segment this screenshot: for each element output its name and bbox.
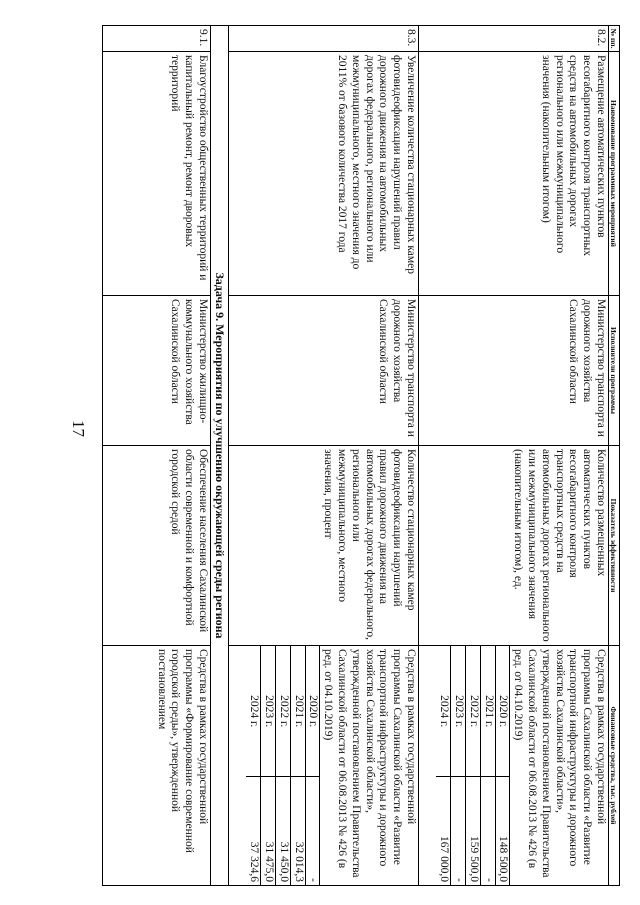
year-label: 2021 г. [481, 646, 495, 777]
finance-year-row [261, 646, 276, 885]
row-num: 9.1. [103, 26, 211, 52]
header-num: № пп. [609, 26, 620, 52]
measures-table [102, 25, 620, 886]
finance-year-row [481, 646, 496, 885]
row-finance: Средства в рамках государственной программы «Формирование современной городской среды», утвержденной постановлением [103, 646, 211, 886]
header-indicator: Показатель эффективности [609, 446, 620, 646]
rotated-table-page [102, 25, 620, 885]
year-value: 31 450,0 [277, 841, 290, 882]
year-value: - [453, 878, 466, 882]
year-value: - [307, 878, 320, 882]
finance-source: Средства в рамках государственной программы Сахалинской области «Развитие транспортной инфраструктуры и дорожного хозяйства Сахалинской области», утвержденной постановлением Правительства Сахалинской области от 06.08.2013 № 426 (в ред. от 04.10.2019) [322, 649, 417, 878]
table-row [103, 26, 211, 886]
row-finance [229, 646, 419, 886]
year-value: 37 324,6 [248, 841, 261, 882]
year-value: 32 014,3 [292, 841, 305, 882]
year-label: 2020 г. [306, 646, 320, 777]
year-label: 2020 г. [496, 646, 510, 777]
row-executor: Министерство транспорта и дорожного хозяйства Сахалинской области [229, 296, 419, 446]
year-label: 2023 г. [451, 646, 465, 777]
row-indicator: Количество размещенных автоматических пунктов весогабаритного контроля транспортных средств на автомобильных дорогах регионального или межмуниципального значения (накопительным итогом), ед. [419, 446, 609, 646]
section-row [211, 26, 229, 886]
finance-year-row [306, 646, 321, 885]
row-measure-name: Благоустройство общественных территорий и капитальный ремонт, ремонт дворовых территорий [103, 52, 211, 296]
page-number: 17 [69, 420, 88, 437]
table-row [419, 26, 609, 886]
row-num: 8.2. [419, 26, 609, 52]
row-num: 8.3. [229, 26, 419, 52]
finance-year-row [496, 646, 511, 885]
finance-source: Средства в рамках государственной программы Сахалинской области «Развитие транспортной инфраструктуры и дорожного хозяйства Сахалинской области», утвержденной постановлением Правительства Сахалинской области от 06.08.2013 № 426 (в ред. от 04.10.2019) [512, 649, 607, 878]
finance-year-row [246, 646, 261, 885]
year-value: - [482, 878, 495, 882]
row-indicator: Количество стационарных камер фотовидеофиксации нарушений правил дорожного движения на автомобильных дорогах федерального, регионального или межмуниципального, местного значения, процент [229, 446, 419, 646]
table-row [229, 26, 419, 886]
year-label: 2023 г. [261, 646, 275, 777]
finance-year-row [276, 646, 291, 885]
year-label: 2022 г. [276, 646, 290, 777]
year-label: 2024 г. [246, 646, 260, 777]
finance-year-row [291, 646, 306, 885]
year-label: 2022 г. [466, 646, 480, 777]
table-header-row [609, 26, 620, 886]
year-label: 2024 г. [436, 646, 450, 777]
row-measure-name: Увеличение количества стационарных камер фотовидеофиксации нарушений правил дорожного движения на автомобильных дорогах федерального, регионального или межмуниципального, местного значения до 2011% от базового количества 2017 года [229, 52, 419, 296]
header-executor: Исполнители программы [609, 296, 620, 446]
year-value: 31 475,0 [263, 841, 276, 882]
year-value: 148 500,0 [497, 836, 510, 882]
finance-year-row [466, 646, 481, 885]
finance-year-row [451, 646, 466, 885]
section-title: Задача 9. Мероприятия по улучшению окружающей среды региона [211, 26, 229, 886]
row-executor: Министерство транспорта и дорожного хозяйства Сахалинской области [419, 296, 609, 446]
row-executor: Министерство жилищно-коммунального хозяйства Сахалинской области [103, 296, 211, 446]
row-measure-name: Размещение автоматических пунктов весогабаритного контроля транспортных средств на автомобильных дорогах регионального или межмуниципального значения (накопительным итогом) [419, 52, 609, 296]
finance-year-row [436, 646, 451, 885]
row-indicator: Обеспечение населения Сахалинской области современной и комфортной городской средой [103, 446, 211, 646]
year-value: 167 000,0 [438, 836, 451, 882]
year-label: 2021 г. [291, 646, 305, 777]
header-finance: Финансовые средства, тыс. рублей [609, 646, 620, 886]
row-finance [419, 646, 609, 886]
header-name: Наименование программных мероприятий [609, 52, 620, 296]
year-value: 159 500,0 [467, 836, 480, 882]
